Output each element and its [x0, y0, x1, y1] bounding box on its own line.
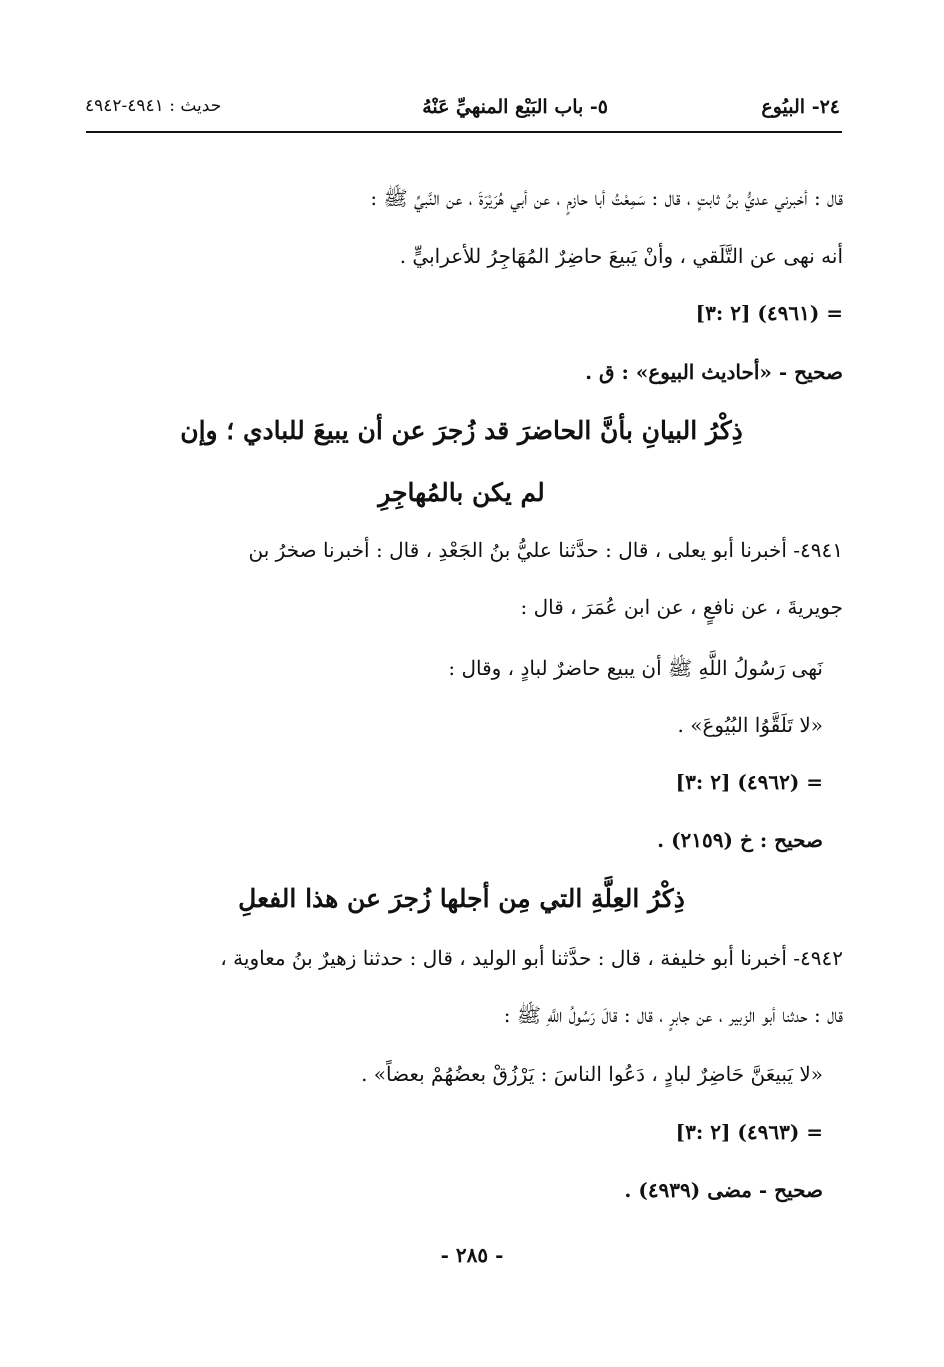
chapter-title: ٢٤- البيُوع — [761, 96, 840, 118]
hadith-4942-line-2: قال : حدثنا أبو الزبير ، عن جابرٍ ، قال : قالَ رَسُولُ اللَّهِ ﷺ : — [503, 1003, 843, 1027]
text-line-1: قال : أخبرني عديُّ بنُ ثابتٍ ، قال : سَمِعْتُ أبا حازمٍ ، عن أبي هُرَيْرَةَ ، عن النَّبيِّ ﷺ : — [370, 186, 843, 210]
takhrij-line-3: = (٤٩٦٣) [٢ :٣] — [675, 1120, 823, 1144]
takhrij-line-2: = (٤٩٦٢) [٢ :٣] — [675, 770, 823, 794]
header-rule — [86, 131, 842, 133]
hadith-4941-line-2: جويريةَ ، عن نافعٍ ، عن ابن عُمَرَ ، قال : — [520, 595, 843, 619]
grading-line-1: صحيح - «أحاديث البيوع» : ق . — [585, 360, 843, 384]
text-line-2: أنه نهى عن التَّلَقي ، وأنْ يَبيعَ حاضِرٌ المُهَاجِرُ للأعرابيٍّ . — [399, 244, 843, 268]
takhrij-line-1: = (٤٩٦١) [٢ :٣] — [695, 301, 843, 325]
hadith-4941-matn-1: نَهى رَسُولُ اللَّهِ ﷺ أن يبيع حاضرٌ لبادٍ ، وقال : — [448, 656, 823, 680]
section-heading-1a: ذِكْرُ البيانِ بأنَّ الحاضرَ قد زُجرَ عن أن يبيعَ للبادي ؛ وإن — [180, 416, 743, 445]
section-title: ٥- باب البَيْع المنهيِّ عَنْهُ — [422, 96, 608, 118]
hadith-4941-line-1: ٤٩٤١- أخبرنا أبو يعلى ، قال : حدَّثنا عليُّ بنُ الجَعْدِ ، قال : أخبرنا صخرُ بن — [248, 538, 843, 562]
hadith-range: حديث : ٤٩٤١-٤٩٤٢ — [85, 96, 222, 116]
page-number: - ٢٨٥ - — [440, 1243, 504, 1267]
section-heading-1b: لم يكن بالمُهاجِرِ — [378, 478, 545, 507]
running-header — [85, 92, 840, 128]
section-heading-2: ذِكْرُ العِلَّةِ التي مِن أجلها زُجرَ عن هذا الفعلِ — [238, 884, 685, 913]
hadith-4942-line-1: ٤٩٤٢- أخبرنا أبو خليفة ، قال : حدَّثنا أبو الوليد ، قال : حدثنا زهيرٌ بنُ معاوية ، — [220, 946, 843, 970]
hadith-4942-matn: «لا يَبيعَنَّ حَاضِرٌ لبادٍ ، دَعُوا الناسَ : يَرْزُقْ بعضُهُمْ بعضاً» . — [361, 1062, 823, 1086]
grading-line-2: صحيح : خ (٢١٥٩) . — [657, 828, 823, 852]
grading-line-3: صحيح - مضى (٤٩٣٩) . — [624, 1178, 823, 1202]
hadith-4941-matn-2: «لا تَلَقَّوُا البُيُوعَ» . — [677, 713, 823, 737]
